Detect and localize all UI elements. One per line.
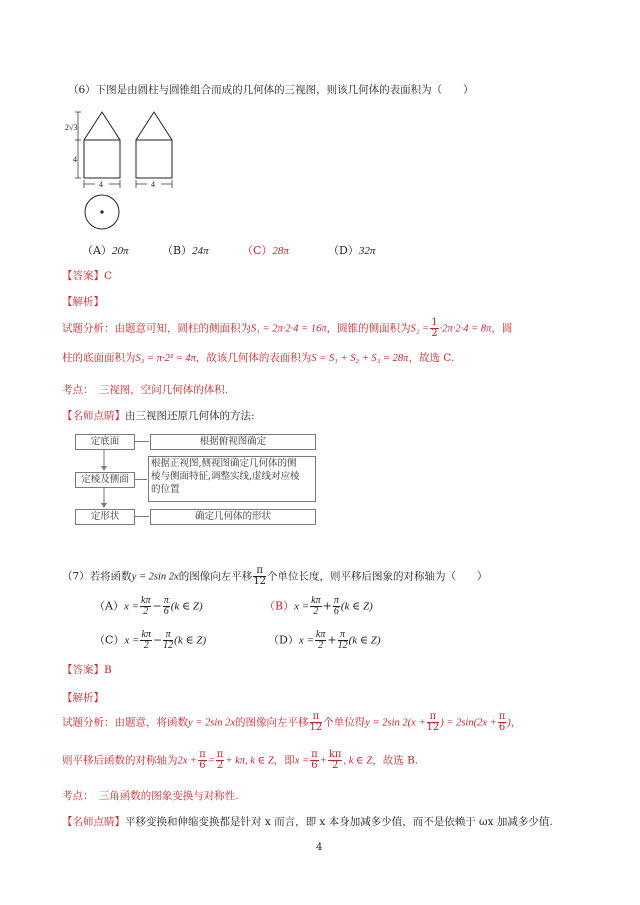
q7-stem-text2: 的图像向左平移 — [178, 570, 253, 583]
dim-cone-height: 2√3 — [65, 123, 78, 132]
q7-a2-text2: ，即 — [273, 754, 295, 767]
q7-opt-a-post: (k ∈ Z) — [170, 600, 203, 613]
q7-a1-math4: ) — [507, 717, 511, 729]
q7-a1-frac1: $\frac{\pi}{12}$ — [309, 711, 323, 733]
q7-opt-d-frac1: $\frac{k\pi}{2}$ — [315, 629, 326, 651]
q6-tip — [62, 408, 255, 423]
q7-a2-frac1: $\frac{\pi}{6}$ — [199, 749, 206, 771]
q7-opt-b-op: + — [322, 599, 332, 613]
q7-analysis-line2 — [62, 750, 418, 771]
q7-tip-text: 平移变换和伸缩变换都是针对 x 而言，即 x 本身加减多少值，而不是依赖于 ωx 加减多少值. — [125, 816, 553, 828]
q6-a1-math2: S₂ = — [410, 323, 430, 335]
q7-opt-c-post: (k ∈ Z) — [174, 634, 207, 647]
q7-opt-b-pre: x = — [294, 600, 310, 613]
q6-option-a — [82, 242, 128, 258]
q7-a1-math1: y = 2sin 2x — [188, 717, 236, 729]
q7-stem — [62, 566, 487, 587]
q7-opt-a-label: （A） — [94, 599, 124, 613]
page-number: 4 — [316, 842, 323, 853]
q6-a2-text2: ，故该几何体的表面积为 — [195, 352, 312, 364]
q7-a1-end: ， — [510, 716, 522, 729]
q7-option-c — [94, 630, 206, 651]
q7-opt-d-pre: x = — [298, 634, 314, 647]
q7-opt-d-frac2: $\frac{\pi}{12}$ — [337, 629, 348, 651]
q7-option-b — [264, 596, 373, 617]
q7-opt-b-label: （B） — [264, 599, 295, 613]
q6-a2-math1: S₃ = π·2² = 4π — [135, 353, 196, 364]
q6-a1-math1: S₁ = 2π·2·4 = 16π — [251, 323, 327, 335]
q6-option-c — [242, 242, 289, 258]
q7-a1-math3: ) = 2sin(2x + — [440, 717, 497, 729]
dim-width-left: 4 — [99, 180, 103, 189]
left-view-cone — [84, 112, 120, 140]
q7-stem-frac: $\frac{\pi}{12}$ — [253, 565, 266, 587]
q6-a2-text3: ，故选 C. — [408, 352, 455, 364]
q7-opt-b-post: (k ∈ Z) — [340, 600, 373, 613]
flow-side-line1: 根据正视图,侧视图确定几何体的侧 — [151, 458, 297, 469]
q7-option-a — [94, 596, 203, 617]
flow-box-result: 确定几何体的形状 — [150, 509, 316, 525]
q6-analysis-label: 【解析】 — [62, 296, 104, 308]
q6-option-b-value: 24π — [192, 245, 209, 257]
q6-option-b-label: （B） — [162, 244, 193, 257]
q7-a2-frac2: $\frac{\pi}{2}$ — [216, 749, 224, 771]
flow-connector-2 — [134, 479, 147, 480]
q7-a2-plus: + — [319, 755, 327, 767]
q6-stem: （6）下图是由圆柱与圆锥组合而成的几何体的三视图，则该几何体的表面积为（ ） — [68, 84, 474, 96]
q7-a2-frac3: $\frac{\pi}{6}$ — [311, 749, 318, 771]
q7-opt-c-label: （C） — [94, 633, 125, 647]
q7-opt-b-frac2: $\frac{\pi}{6}$ — [333, 595, 339, 617]
right-view-cone — [136, 112, 172, 140]
q7-a1-math2: y = 2sin 2(x + — [365, 717, 426, 729]
q6-answer-value: C — [104, 270, 113, 282]
flow-side-line3: 的位置 — [151, 484, 180, 495]
q7-a2-eq: = — [207, 755, 215, 767]
q7-a2-text3: ，故选 B. — [372, 754, 419, 767]
q6-option-a-label: （A） — [82, 244, 112, 257]
top-view-center-dot — [100, 210, 103, 213]
q7-a2-text1: 则平移后函数的对称轴为 — [62, 754, 178, 767]
flow-side-line2: 棱与侧面特征,调整实线,虚线对应棱 — [151, 471, 300, 482]
q7-analysis-label: 【解析】 — [62, 692, 104, 704]
q7-a2-math1: 2x + — [177, 755, 198, 767]
q7-stem-text1: （7）若将函数 — [62, 570, 132, 583]
q7-a1-text3: 个单位得 — [323, 716, 366, 729]
q7-opt-d-post: (k ∈ Z) — [348, 634, 381, 647]
q6-option-c-label: （C） — [242, 244, 273, 257]
q6-a1-math3: ·2π·2·4 = 8π — [439, 323, 492, 335]
q7-stem-math: y = 2sin 2x — [131, 571, 179, 583]
flow-box-base: 定底面 — [75, 434, 135, 450]
q7-tip — [62, 814, 553, 829]
left-view-cylinder — [84, 140, 120, 178]
q6-option-a-value: 20π — [111, 245, 129, 257]
q7-answer — [62, 662, 112, 677]
q7-a2-math2: + kπ, k ∈ Z — [225, 755, 274, 767]
q6-option-c-value: 28π — [272, 245, 289, 257]
flow-connector-3 — [134, 516, 149, 517]
q6-tip-label: 【名师点睛】 — [62, 410, 125, 422]
q7-stem-text3: 个单位长度，则平移后图象的对称轴为（ ） — [266, 570, 488, 583]
q6-option-d — [328, 242, 375, 258]
flow-connector-1 — [134, 441, 149, 442]
right-view-cylinder — [136, 140, 172, 178]
q7-opt-a-pre: x = — [123, 600, 140, 613]
q7-a1-text2: 的图像向左平移 — [235, 716, 309, 729]
q6-option-b — [162, 242, 209, 258]
q7-answer-label: 【答案】 — [62, 664, 104, 676]
flow-box-side-view — [148, 456, 316, 502]
q7-opt-d-op: + — [327, 633, 337, 647]
q6-analysis-line2 — [62, 350, 454, 365]
q7-answer-value: B — [104, 664, 112, 676]
q7-a2-frac4: $\frac{k\pi}{2}$ — [328, 749, 342, 771]
q7-opt-b-frac1: $\frac{k\pi}{2}$ — [311, 595, 321, 617]
q7-a2-math3: x = — [294, 755, 310, 767]
flow-arrows — [98, 449, 110, 509]
q7-opt-a-op: − — [152, 599, 162, 613]
q7-opt-c-frac2: $\frac{\pi}{12}$ — [163, 629, 174, 651]
q6-a2-math2: S = S₁ + S₂ + S₃ = 28π — [311, 353, 409, 364]
q7-a2-math4: , k ∈ Z — [343, 755, 373, 767]
q6-option-d-label: （D） — [328, 244, 359, 257]
three-view-figure — [64, 108, 194, 240]
q7-opt-d-label: （D） — [268, 633, 299, 647]
q6-a2-text1: 柱的底面面积为 — [62, 352, 136, 364]
q6-answer-label: 【答案】 — [62, 270, 104, 282]
flow-box-shape: 定形状 — [75, 509, 135, 525]
flow-box-top-view: 根据俯视图确定 — [150, 434, 316, 450]
q6-a1-frac-half: $\frac{1}{2}$ — [431, 317, 438, 339]
q7-analysis-line1 — [62, 712, 521, 733]
q7-tip-label: 【名师点睛】 — [62, 816, 125, 828]
dim-cyl-height: 4 — [73, 155, 77, 164]
q6-a1-text1: 试题分析：由题意可知，圆柱的侧面积为 — [62, 322, 251, 335]
q7-a1-frac3: $\frac{\pi}{6}$ — [498, 711, 506, 733]
q7-opt-c-frac1: $\frac{k\pi}{2}$ — [141, 629, 151, 651]
q7-opt-a-frac1: $\frac{k\pi}{2}$ — [141, 595, 151, 617]
q6-option-d-value: 32π — [358, 245, 376, 257]
q7-a1-text1: 试题分析：由题意，将函数 — [62, 716, 188, 729]
q6-tip-text: 由三视图还原几何体的方法: — [125, 410, 255, 422]
q7-opt-a-frac2: $\frac{\pi}{6}$ — [163, 595, 169, 617]
dim-width-right: 4 — [151, 180, 155, 189]
q6-answer — [62, 268, 112, 283]
q7-opt-c-op: − — [152, 633, 163, 647]
q7-opt-c-pre: x = — [124, 634, 140, 647]
q7-a1-frac2: $\frac{\pi}{12}$ — [426, 711, 440, 733]
flow-box-edges: 定棱及侧面 — [75, 472, 135, 488]
q7-kaodian: 考点： 三角函数的图象变换与对称性. — [62, 790, 239, 802]
q6-a1-text3: ，圆 — [491, 322, 513, 335]
q6-kaodian: 考点： 三视图，空间几何体的体积. — [62, 384, 229, 396]
q6-a1-text2: ，圆锥的侧面积为 — [326, 322, 411, 335]
q7-option-d — [268, 630, 381, 651]
q6-analysis-line1 — [62, 318, 512, 339]
